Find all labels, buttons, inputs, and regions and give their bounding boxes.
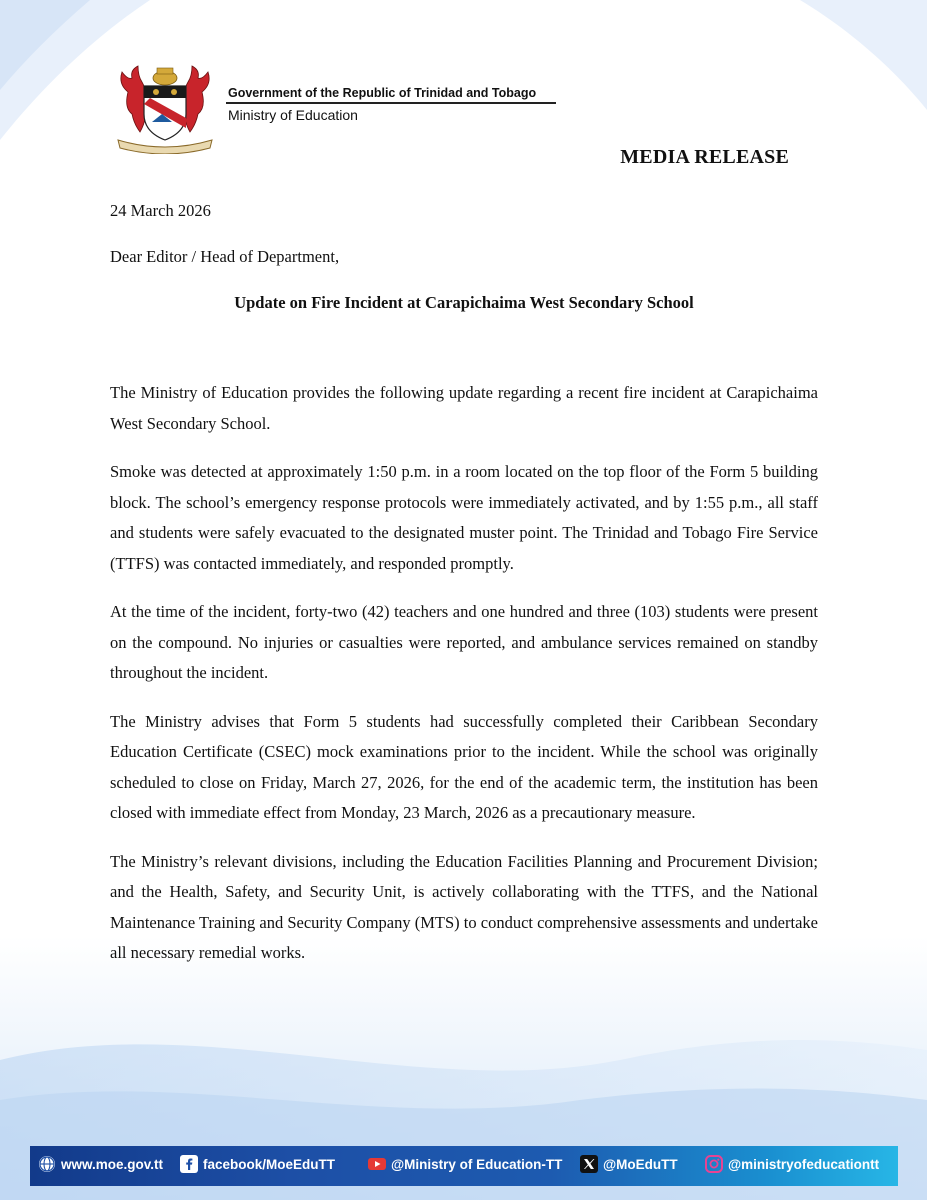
letterhead-divider — [226, 102, 556, 104]
release-date: 24 March 2026 — [110, 201, 211, 220]
footer-facebook[interactable] — [180, 1155, 335, 1173]
footer-youtube[interactable] — [368, 1155, 562, 1173]
salutation: Dear Editor / Head of Department, — [110, 247, 340, 266]
footer-website[interactable] — [38, 1155, 163, 1173]
body-paragraph: At the time of the incident, forty-two (42) teachers and one hundred and three (103) students were present on the compound. No injuries or casualties were reported, and ambulance services remained on standby throughout the incident. — [110, 602, 818, 682]
instagram-icon — [705, 1155, 723, 1173]
youtube-icon — [368, 1155, 386, 1173]
footer-instagram[interactable] — [705, 1155, 879, 1173]
ministry-name: Ministry of Education — [228, 107, 358, 123]
letterhead — [110, 62, 570, 154]
release-body — [110, 378, 818, 969]
body-paragraph: The Ministry of Education provides the following update regarding a recent fire incident at Carapichaima West Secondary School. — [110, 383, 818, 433]
coat-of-arms-icon — [110, 62, 220, 154]
release-content — [110, 198, 818, 987]
government-name: Government of the Republic of Trinidad and Tobago — [228, 86, 537, 100]
release-headline: Update on Fire Incident at Carapichaima West Secondary School — [234, 293, 694, 312]
x-label: @MoEduTT — [603, 1156, 678, 1172]
instagram-label: @ministryofeducationtt — [728, 1156, 880, 1172]
facebook-label: facebook/MoeEduTT — [203, 1156, 336, 1172]
youtube-label: @Ministry of Education-TT — [391, 1156, 563, 1172]
footer-x[interactable] — [580, 1155, 678, 1173]
globe-icon — [38, 1155, 56, 1173]
body-paragraph: The Ministry’s relevant divisions, including the Education Facilities Planning and Procurement Division; and the Health, Safety, and Security Unit, is actively collaborating with the TTFS, and the National Maintenance Training and Security Company (MTS) to conduct comprehensive assessments and undertake all necessary remedial works. — [110, 851, 818, 962]
website-label: www.moe.gov.tt — [61, 1156, 164, 1172]
facebook-icon — [180, 1155, 198, 1173]
body-paragraph: Smoke was detected at approximately 1:50 p.m. in a room located on the top floor of the Form 5 building block. The school’s emergency response protocols were immediately activated, and by 1:55 p.m., all staff and students were safely evacuated to the designated muster point. The Trinidad and Tobago Fire Service (TTFS) was contacted immediately, and responded promptly. — [110, 462, 818, 573]
footer-contact-bar — [30, 1146, 898, 1186]
x-icon — [580, 1155, 598, 1173]
media-release-label: MEDIA RELEASE — [620, 146, 789, 168]
body-paragraph: The Ministry advises that Form 5 students had successfully completed their Caribbean Secondary Education Certificate (CSEC) mock examinations prior to the incident. While the school was originally scheduled to close on Friday, March 27, 2026, for the end of the academic term, the institution has been closed with immediate effect from Monday, 23 March, 2026 as a precautionary measure. — [110, 711, 818, 822]
